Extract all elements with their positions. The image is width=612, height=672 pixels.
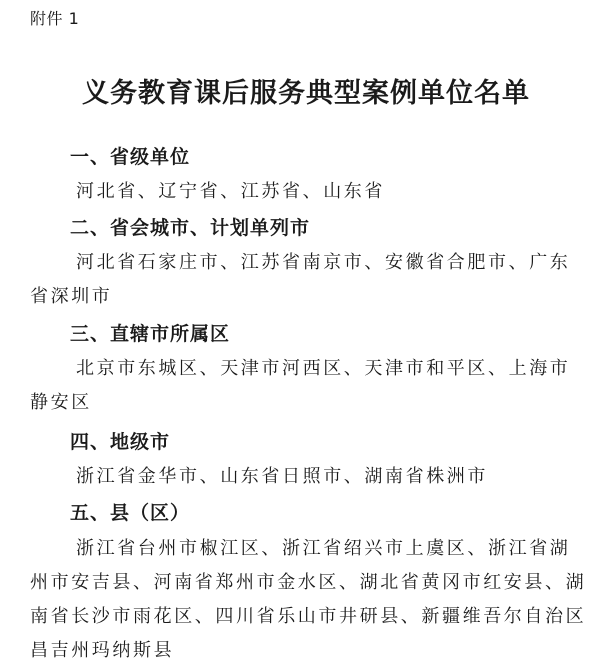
section-heading-counties: 五、县（区） [70,502,191,524]
section-heading-prefecture-cities: 四、地级市 [70,431,171,453]
section-text-prefecture-cities: 浙江省金华市、山东省日照市、湖南省株洲市 [76,466,488,487]
section-text-municipal-districts: 北京市东城区、天津市河西区、天津市和平区、上海市静安区 [30,358,571,413]
section-text-counties: 浙江省台州市椒江区、浙江省绍兴市上虞区、浙江省湖州市安吉县、河南省郑州市金水区、湖北省黄冈市红安县、湖南省长沙市雨花区、四川省乐山市井研县、新疆维吾尔自治区昌吉州玛纳斯县 [30,538,587,661]
section-heading-capital-cities: 二、省会城市、计划单列市 [70,217,311,239]
section-heading-municipal-districts: 三、直辖市所属区 [70,323,231,345]
section-text-capital-cities: 河北省石家庄市、江苏省南京市、安徽省合肥市、广东省深圳市 [30,252,571,307]
section-heading-provincial: 一、省级单位 [70,146,191,168]
attachment-label: 附件 1 [30,9,80,28]
document-title: 义务教育课后服务典型案例单位名单 [82,78,530,109]
section-text-provincial: 河北省、辽宁省、江苏省、山东省 [76,181,385,202]
